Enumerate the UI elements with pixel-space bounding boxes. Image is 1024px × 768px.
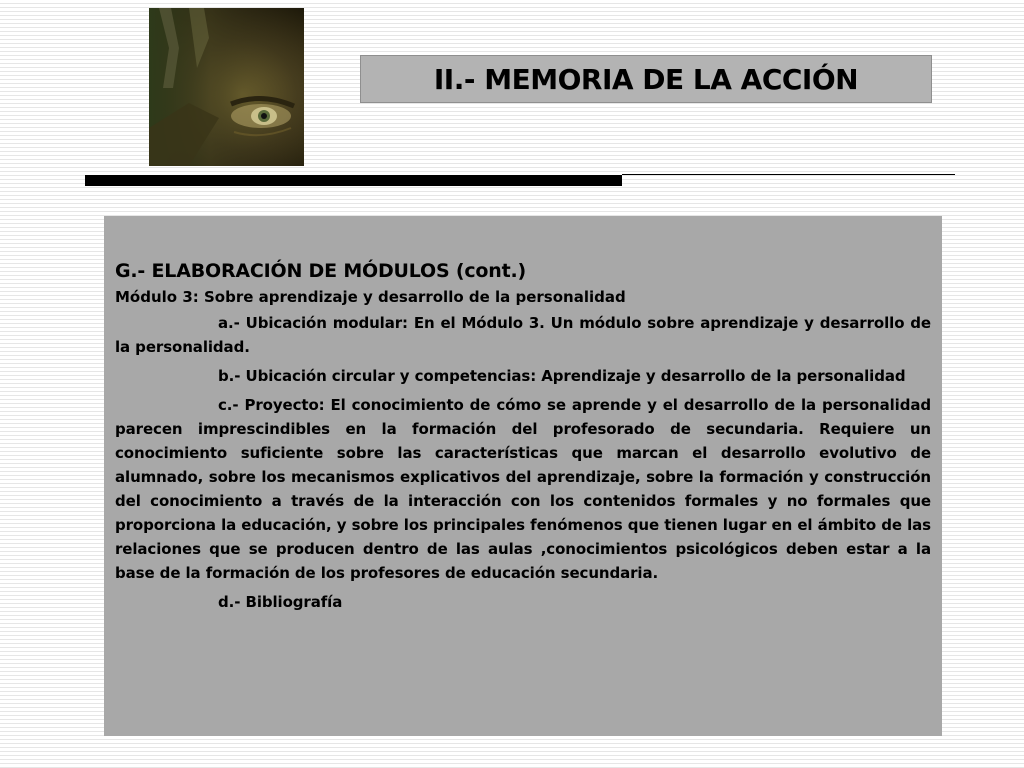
module-title: Módulo 3: Sobre aprendizaje y desarrollo de la personalidad [115,288,626,306]
nitr-logo [149,8,304,166]
item-b: b.- Ubicación circular y competencias: Aprendizaje y desarrollo de la personalidad [218,367,906,385]
item-d: d.- Bibliografía [218,593,343,611]
section-heading: G.- ELABORACIÓN DE MÓDULOS (cont.) [115,260,526,282]
divider-thick [85,175,622,186]
item-c: c.- Proyecto: El conocimiento de cómo se aprende y el desarrollo de la personalidad parecen imprescindibles en la formación del profesorado de secundaria. Requiere un conocimiento suficiente sobre las características que marcan el desarrollo evolutivo de alumnado, sobre los mecanismos explicativos del aprendizaje, sobre la formación y construcción del conocimiento a través de la interacción con los contenidos formales y no formales que proporciona la educación, y sobre los principales fenómenos que tienen lugar en el ámbito de las relaciones que se producen dentro de las aulas ,conocimientos psicológicos deben estar a la base de la formación de los profesores de educación secundaria. [115,396,931,582]
logo-image-icon [149,8,304,166]
divider-thin [622,174,955,175]
title-box [360,55,932,103]
slide-title: II.- MEMORIA DE LA ACCIÓN [433,62,859,96]
content-panel [104,216,942,736]
item-a: a.- Ubicación modular: En el Módulo 3. Un módulo sobre aprendizaje y desarrollo de la personalidad. [115,314,931,356]
